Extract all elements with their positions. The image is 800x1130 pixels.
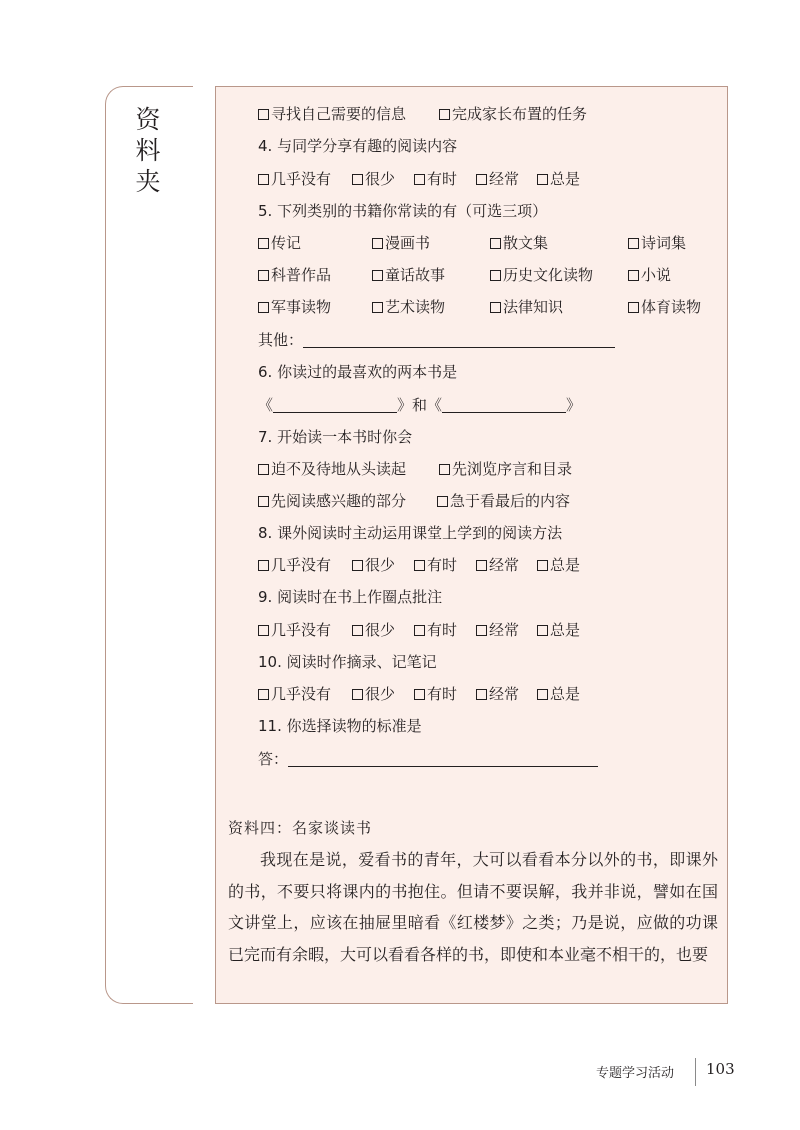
checkbox-icon[interactable] bbox=[628, 238, 639, 249]
sidebar-tab bbox=[105, 86, 193, 1004]
checkbox-icon[interactable] bbox=[490, 302, 501, 313]
checkbox-icon[interactable] bbox=[490, 238, 501, 249]
checkbox-option[interactable]: 很少 bbox=[352, 620, 395, 640]
answer-row bbox=[258, 749, 598, 769]
sidebar-title: 资 料 夹 bbox=[135, 105, 161, 196]
question-title: 4. 与同学分享有趣的阅读内容 bbox=[258, 137, 458, 155]
checkbox-option[interactable]: 总是 bbox=[537, 620, 580, 640]
checkbox-icon[interactable] bbox=[537, 689, 548, 700]
checkbox-icon[interactable] bbox=[414, 689, 425, 700]
checkbox-option[interactable]: 经常 bbox=[476, 169, 519, 189]
checkbox-option[interactable]: 有时 bbox=[414, 169, 457, 189]
checkbox-option[interactable]: 体育读物 bbox=[628, 297, 701, 317]
question-title: 11. 你选择读物的标准是 bbox=[258, 717, 422, 735]
checkbox-option[interactable]: 完成家长布置的任务 bbox=[439, 104, 587, 124]
checkbox-icon[interactable] bbox=[437, 496, 448, 507]
checkbox-option[interactable]: 经常 bbox=[476, 684, 519, 704]
checkbox-option[interactable]: 总是 bbox=[537, 555, 580, 575]
checkbox-option[interactable]: 有时 bbox=[414, 684, 457, 704]
checkbox-option[interactable]: 科普作品 bbox=[258, 265, 331, 285]
checkbox-option[interactable]: 急于看最后的内容 bbox=[437, 491, 570, 511]
checkbox-option[interactable]: 寻找自己需要的信息 bbox=[258, 104, 406, 124]
checkbox-icon[interactable] bbox=[414, 560, 425, 571]
answer-input-line[interactable] bbox=[288, 752, 598, 767]
checkbox-option[interactable]: 军事读物 bbox=[258, 297, 331, 317]
checkbox-icon[interactable] bbox=[439, 464, 450, 475]
checkbox-icon[interactable] bbox=[372, 238, 383, 249]
checkbox-icon[interactable] bbox=[628, 270, 639, 281]
checkbox-option[interactable]: 历史文化读物 bbox=[490, 265, 593, 285]
checkbox-icon[interactable] bbox=[258, 302, 269, 313]
checkbox-icon[interactable] bbox=[258, 496, 269, 507]
checkbox-icon[interactable] bbox=[628, 302, 639, 313]
question-title: 5. 下列类别的书籍你常读的有（可选三项） bbox=[258, 202, 548, 220]
book-title-input-2[interactable] bbox=[442, 398, 566, 413]
checkbox-icon[interactable] bbox=[372, 302, 383, 313]
checkbox-icon[interactable] bbox=[439, 109, 450, 120]
checkbox-icon[interactable] bbox=[258, 625, 269, 636]
checkbox-icon[interactable] bbox=[258, 109, 269, 120]
checkbox-icon[interactable] bbox=[258, 560, 269, 571]
checkbox-option[interactable]: 童话故事 bbox=[372, 265, 445, 285]
footer-label: 专题学习活动 bbox=[596, 1066, 675, 1081]
checkbox-icon[interactable] bbox=[372, 270, 383, 281]
checkbox-option[interactable]: 经常 bbox=[476, 620, 519, 640]
checkbox-option[interactable]: 几乎没有 bbox=[258, 169, 331, 189]
checkbox-icon[interactable] bbox=[258, 689, 269, 700]
quote-paragraph: 我现在是说，爱看书的青年，大可以看看本分以外的书，即课外的书，不要只将课内的书抱住。但请不要误解，我并非说，譬如在国文讲堂上，应该在抽屉里暗看《红楼梦》之类；乃是说，应做的功课已完而有余暇，大可以看看各样的书，即使和本业毫不相干的，也要 bbox=[228, 850, 718, 964]
checkbox-icon[interactable] bbox=[414, 174, 425, 185]
checkbox-option[interactable]: 很少 bbox=[352, 684, 395, 704]
checkbox-option[interactable]: 很少 bbox=[352, 169, 395, 189]
book-quote-open: 《 bbox=[258, 396, 274, 414]
checkbox-option[interactable]: 有时 bbox=[414, 620, 457, 640]
checkbox-icon[interactable] bbox=[352, 689, 363, 700]
checkbox-option[interactable]: 总是 bbox=[537, 169, 580, 189]
answer-label: 答： bbox=[258, 750, 289, 768]
question-title: 7. 开始读一本书时你会 bbox=[258, 428, 413, 446]
checkbox-icon[interactable] bbox=[476, 560, 487, 571]
page-number: 103 bbox=[706, 1060, 735, 1078]
checkbox-icon[interactable] bbox=[537, 560, 548, 571]
section-heading: 资料四：名家谈读书 bbox=[228, 819, 373, 837]
book-and-text: 》和《 bbox=[397, 396, 443, 414]
checkbox-icon[interactable] bbox=[476, 689, 487, 700]
book-title-input-1[interactable] bbox=[273, 398, 397, 413]
other-input-line[interactable] bbox=[303, 333, 615, 348]
checkbox-option[interactable]: 几乎没有 bbox=[258, 620, 331, 640]
checkbox-option[interactable]: 很少 bbox=[352, 555, 395, 575]
checkbox-option[interactable]: 传记 bbox=[258, 233, 301, 253]
question-title: 6. 你读过的最喜欢的两本书是 bbox=[258, 363, 458, 381]
checkbox-icon[interactable] bbox=[258, 174, 269, 185]
checkbox-option[interactable]: 法律知识 bbox=[490, 297, 563, 317]
checkbox-icon[interactable] bbox=[352, 625, 363, 636]
checkbox-option[interactable]: 迫不及待地从头读起 bbox=[258, 459, 406, 479]
question-title: 9. 阅读时在书上作圈点批注 bbox=[258, 588, 443, 606]
other-label: 其他： bbox=[258, 331, 304, 349]
checkbox-option[interactable]: 几乎没有 bbox=[258, 555, 331, 575]
checkbox-option[interactable]: 艺术读物 bbox=[372, 297, 445, 317]
checkbox-option[interactable]: 漫画书 bbox=[372, 233, 430, 253]
favorite-books-row bbox=[258, 395, 581, 415]
checkbox-option[interactable]: 小说 bbox=[628, 265, 671, 285]
checkbox-icon[interactable] bbox=[258, 270, 269, 281]
checkbox-icon[interactable] bbox=[476, 625, 487, 636]
checkbox-option[interactable]: 先阅读感兴趣的部分 bbox=[258, 491, 406, 511]
question-title: 8. 课外阅读时主动运用课堂上学到的阅读方法 bbox=[258, 524, 563, 542]
book-quote-close: 》 bbox=[566, 396, 582, 414]
other-row bbox=[258, 330, 615, 350]
footer-divider bbox=[695, 1058, 696, 1086]
checkbox-icon[interactable] bbox=[258, 238, 269, 249]
checkbox-option[interactable]: 先浏览序言和目录 bbox=[439, 459, 572, 479]
checkbox-option[interactable]: 几乎没有 bbox=[258, 684, 331, 704]
checkbox-icon[interactable] bbox=[476, 174, 487, 185]
checkbox-icon[interactable] bbox=[352, 560, 363, 571]
checkbox-icon[interactable] bbox=[414, 625, 425, 636]
checkbox-icon[interactable] bbox=[258, 464, 269, 475]
checkbox-icon[interactable] bbox=[537, 625, 548, 636]
checkbox-option[interactable]: 散文集 bbox=[490, 233, 548, 253]
checkbox-option[interactable]: 经常 bbox=[476, 555, 519, 575]
checkbox-option[interactable]: 有时 bbox=[414, 555, 457, 575]
checkbox-icon[interactable] bbox=[352, 174, 363, 185]
checkbox-icon[interactable] bbox=[490, 270, 501, 281]
question-title: 10. 阅读时作摘录、记笔记 bbox=[258, 653, 437, 671]
checkbox-option[interactable]: 诗词集 bbox=[628, 233, 686, 253]
checkbox-icon[interactable] bbox=[537, 174, 548, 185]
checkbox-option[interactable]: 总是 bbox=[537, 684, 580, 704]
